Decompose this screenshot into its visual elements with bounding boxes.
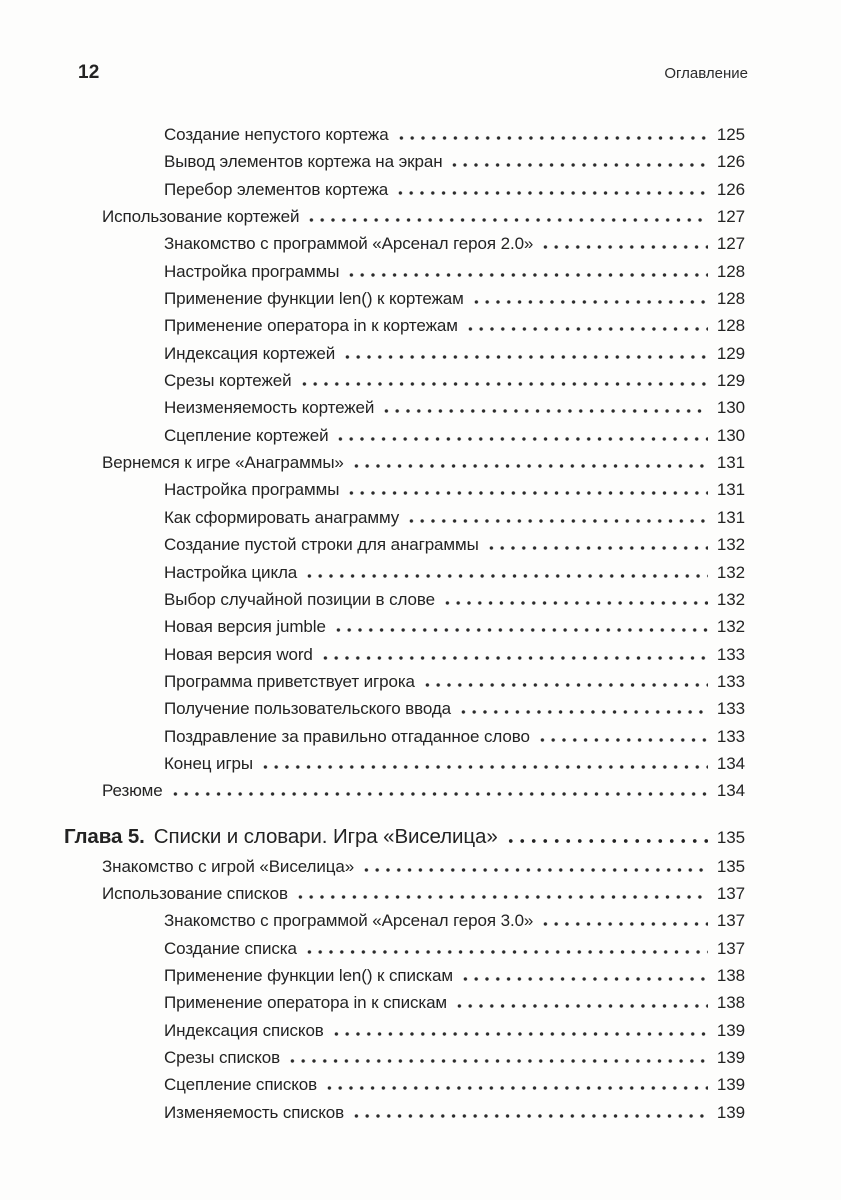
toc-entry-title: Создание пустой строки для анаграммы: [164, 535, 479, 555]
toc-entry-title: Перебор элементов кортежа: [164, 179, 389, 199]
toc-entry-page: 133: [716, 726, 745, 746]
toc-entry: [64, 586, 745, 613]
toc-entry-title: Как сформировать анаграмму: [164, 507, 400, 527]
toc-entry: [64, 695, 745, 722]
dot-leader: [449, 163, 708, 167]
toc-entry-page: 127: [716, 234, 745, 254]
dot-leader: [287, 1059, 708, 1063]
toc-entry-title: Настройка цикла: [164, 562, 298, 582]
dot-leader: [406, 519, 708, 523]
toc-entry: [64, 853, 745, 880]
toc-entry: [64, 476, 745, 503]
toc-entry-page: 125: [716, 125, 745, 144]
toc-entry-title: Срезы списков: [164, 1048, 281, 1067]
dot-leader: [304, 574, 708, 578]
toc-entry-page: 133: [716, 644, 745, 664]
toc-entry-page: 128: [716, 289, 745, 309]
toc-entry: [64, 394, 745, 421]
dot-leader: [460, 977, 708, 981]
toc-entry-title: Программа приветствует игрока: [164, 671, 415, 691]
toc-entry: [64, 821, 745, 853]
toc-entry-page: 130: [716, 398, 745, 418]
dot-leader: [537, 738, 708, 742]
dot-leader: [465, 327, 708, 331]
toc-entry-title: Применение функции len() к спискам: [164, 965, 453, 985]
toc-entry-page: 132: [716, 562, 745, 582]
toc-entry-title: Сцепление кортежей: [164, 425, 329, 445]
toc-entry-title: Применение функции len() к кортежам: [164, 289, 464, 309]
toc-entry-page: 134: [716, 753, 745, 773]
toc-entry-page: 135: [716, 827, 745, 847]
toc-entry-title: Создание списка: [164, 938, 297, 958]
toc-entry-page: 139: [716, 1048, 745, 1067]
toc-entry: [64, 1044, 745, 1071]
dot-leader: [540, 922, 708, 926]
toc-entry-page: 131: [716, 507, 745, 527]
toc-entry-title: Применение оператора in к спискам: [164, 993, 448, 1013]
toc-entry-page: 127: [716, 207, 745, 227]
toc-entry-title: Знакомство с программой «Арсенал героя 3.0»: [164, 911, 534, 931]
toc-entry-page: 134: [716, 781, 745, 801]
dot-leader: [306, 218, 708, 222]
toc-entry: [64, 340, 745, 367]
toc-entry-page: 138: [716, 993, 745, 1013]
toc-entry-page: 139: [716, 1020, 745, 1040]
toc-entry: [64, 1071, 745, 1098]
toc-entry-page: 130: [716, 425, 745, 445]
toc-entry-page: 128: [716, 261, 745, 281]
toc-entry: [64, 668, 745, 695]
toc-entry-title: Использование списков: [102, 883, 288, 903]
toc-entry-page: 129: [716, 371, 745, 391]
toc-entry-page: 132: [716, 617, 745, 637]
dot-leader: [295, 895, 708, 899]
toc-entry-page: 133: [716, 699, 745, 719]
toc-entry-title: Индексация кортежей: [164, 343, 336, 363]
dot-leader: [299, 382, 709, 386]
chapter-label: Глава 5.: [64, 824, 145, 848]
toc-entry: [64, 935, 745, 962]
toc-entry-page: 137: [716, 883, 745, 903]
toc-entry-title: Вывод элементов кортежа на экран: [164, 152, 443, 172]
dot-leader: [505, 839, 708, 843]
dot-leader: [304, 950, 708, 954]
toc-entry-page: 139: [716, 1102, 745, 1122]
toc-entry-title: Новая версия word: [164, 644, 313, 664]
toc-entry: [64, 613, 745, 640]
toc-entry-page: 128: [716, 316, 745, 336]
dot-leader: [422, 683, 708, 687]
toc-entry-page: 131: [716, 453, 745, 473]
toc-entry-page: 133: [716, 671, 745, 691]
toc-entry-title: Вернемся к игре «Анаграммы»: [102, 453, 344, 473]
page-number: 12: [78, 62, 100, 83]
toc-entry: [64, 176, 745, 203]
toc-entry: [64, 422, 745, 449]
toc-entry-page: 132: [716, 589, 745, 609]
dot-leader: [333, 628, 708, 632]
toc-entry: [64, 723, 745, 750]
toc-list: [64, 121, 745, 1126]
toc-entry-title: Настройка программы: [164, 261, 340, 281]
toc-entry: [64, 531, 745, 558]
toc-entry-title: Создание непустого кортежа: [164, 125, 389, 144]
dot-leader: [320, 656, 708, 660]
toc-entry: [64, 962, 745, 989]
dot-leader: [260, 765, 708, 769]
toc-entry-page: 139: [716, 1075, 745, 1095]
toc-entry-title: Настройка программы: [164, 480, 340, 500]
toc-entry-title: Неизменяемость кортежей: [164, 398, 375, 418]
toc-entry-title: Применение оператора in к кортежам: [164, 316, 458, 336]
toc-entry-page: 135: [716, 856, 745, 876]
toc-entry-title: Изменяемость списков: [164, 1102, 345, 1122]
dot-leader: [471, 300, 708, 304]
toc-entry-page: 126: [716, 179, 745, 199]
toc-entry: [64, 148, 745, 175]
dot-leader: [381, 409, 708, 413]
page-header: [78, 62, 748, 84]
dot-leader: [331, 1032, 708, 1036]
toc-entry-title: Срезы кортежей: [164, 371, 292, 391]
dot-leader: [351, 464, 708, 468]
toc-entry-title: Списки и словари. Игра «Виселица»: [153, 824, 498, 848]
toc-entry-page: 132: [716, 535, 745, 555]
toc-entry: [64, 1099, 745, 1126]
toc-entry-title: Получение пользовательского ввода: [164, 699, 452, 719]
running-head: Оглавление: [664, 65, 748, 82]
toc-entry: [64, 203, 745, 230]
toc-entry: [64, 989, 745, 1016]
toc-entry-title: Знакомство с игрой «Виселица»: [102, 856, 355, 876]
toc-entry: [64, 777, 745, 804]
toc-entry-title: Конец игры: [164, 753, 254, 773]
toc-entry-page: 129: [716, 343, 745, 363]
dot-leader: [442, 601, 708, 605]
toc-entry: [64, 750, 745, 777]
dot-leader: [361, 868, 708, 872]
toc-entry-title: Индексация списков: [164, 1020, 324, 1040]
dot-leader: [170, 792, 708, 796]
toc-entry: [64, 230, 745, 257]
toc-entry-page: 131: [716, 480, 745, 500]
toc-entry: [64, 559, 745, 586]
dot-leader: [458, 710, 708, 714]
toc-entry: [64, 641, 745, 668]
dot-leader: [324, 1086, 708, 1090]
dot-leader: [335, 437, 708, 441]
toc-entry-title: Новая версия jumble: [164, 617, 326, 637]
toc-entry-page: 138: [716, 965, 745, 985]
dot-leader: [342, 355, 708, 359]
dot-leader: [346, 273, 708, 277]
toc-entry: [64, 504, 745, 531]
toc-entry: [64, 1017, 745, 1044]
toc-entry-page: 126: [716, 152, 745, 172]
dot-leader: [346, 491, 708, 495]
toc-entry-title: Выбор случайной позиции в слове: [164, 589, 435, 609]
dot-leader: [396, 136, 708, 140]
toc-entry-page: 137: [716, 911, 745, 931]
dot-leader: [395, 191, 708, 195]
toc-entry: [64, 121, 745, 148]
toc-entry-page: 137: [716, 938, 745, 958]
dot-leader: [486, 546, 708, 550]
toc-entry-title: Сцепление списков: [164, 1075, 318, 1095]
toc-entry: [64, 285, 745, 312]
toc-entry-title: Поздравление за правильно отгаданное слово: [164, 726, 530, 746]
dot-leader: [351, 1114, 708, 1118]
toc-entry: [64, 312, 745, 339]
toc-entry: [64, 367, 745, 394]
toc-entry: [64, 258, 745, 285]
dot-leader: [540, 245, 708, 249]
dot-leader: [454, 1004, 708, 1008]
toc-entry: [64, 907, 745, 934]
toc-entry-title: Использование кортежей: [102, 207, 300, 227]
toc-entry: [64, 449, 745, 476]
toc-entry-title: Знакомство с программой «Арсенал героя 2.0»: [164, 234, 534, 254]
toc-entry: [64, 880, 745, 907]
toc-entry-title: Резюме: [102, 781, 163, 801]
